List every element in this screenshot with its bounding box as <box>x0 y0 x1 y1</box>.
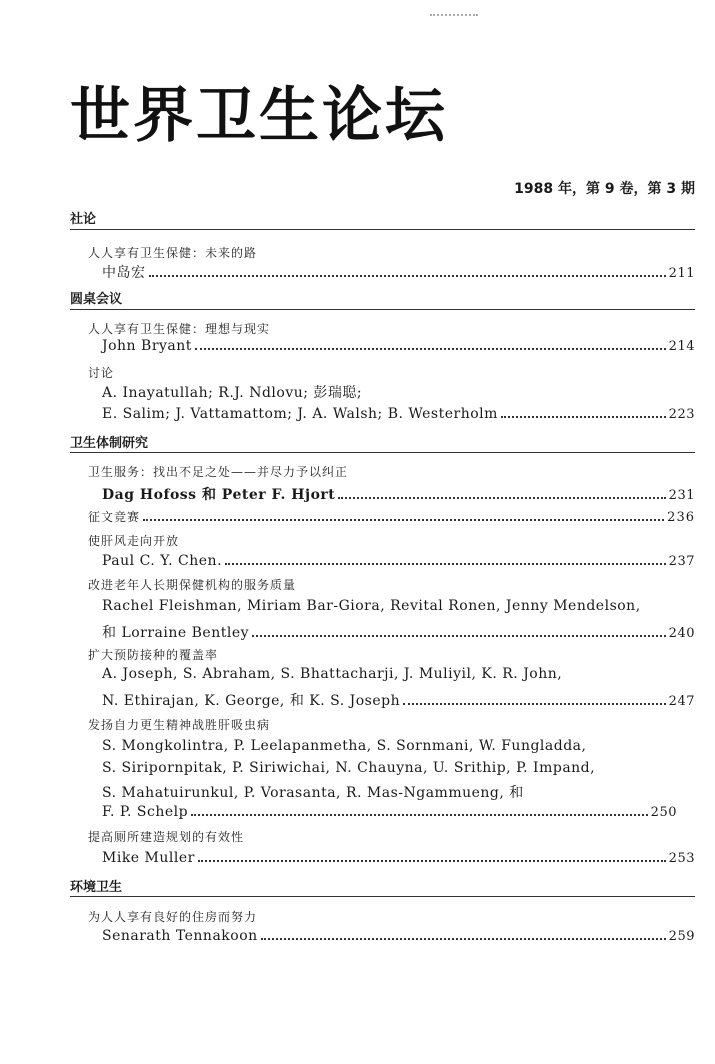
dot-leader <box>261 928 666 940</box>
article-author: Mike Muller <box>102 850 195 866</box>
article-author: John Bryant <box>102 338 192 354</box>
article-title: 扩大预防接种的覆盖率 <box>88 648 219 662</box>
dot-leader <box>501 406 666 418</box>
section-rule <box>70 309 695 310</box>
page-number: 240 <box>668 626 695 641</box>
dot-leader <box>195 338 666 350</box>
section-rule <box>70 896 695 897</box>
toc-entry[interactable] <box>102 484 695 504</box>
article-author: S. Mahatuirunkul, P. Vorasanta, R. Mas-Ngammueng, 和 <box>102 785 524 801</box>
toc-entry[interactable] <box>102 804 677 820</box>
article-title: 讨论 <box>88 366 115 380</box>
article-author: E. Salim; J. Vattamattom; J. A. Walsh; B. Westerholm <box>102 406 498 422</box>
page-number: 259 <box>668 929 695 944</box>
section-heading-round-table: 圆桌会议 <box>70 292 123 307</box>
section-rule <box>70 229 695 230</box>
dot-leader <box>338 487 665 499</box>
dot-leader <box>225 553 666 565</box>
page-number: 236 <box>667 510 695 525</box>
page-number: 214 <box>668 339 695 354</box>
article-title: 卫生服务：找出不足之处——并尽力予以纠正 <box>88 465 349 479</box>
page-number: 237 <box>668 554 695 569</box>
section-heading-environmental-health: 环境卫生 <box>70 880 123 895</box>
article-author: F. P. Schelp <box>102 804 189 820</box>
page-number: 253 <box>668 851 695 866</box>
article-author: A. Joseph, S. Abraham, S. Bhattacharji, J. Muliyil, K. R. John, <box>102 666 563 682</box>
article-author: Senarath Tennakoon <box>102 928 258 944</box>
article-title: 使肝风走向开放 <box>88 534 180 548</box>
section-heading-editorial: 社论 <box>70 212 97 227</box>
toc-entry[interactable] <box>102 406 695 422</box>
journal-title: 世界卫生论坛 <box>70 81 448 151</box>
toc-entry[interactable] <box>102 690 695 710</box>
article-title: 人人享有卫生保健：理想与现实 <box>88 322 271 336</box>
article-author: S. Mongkolintra, P. Leelapanmetha, S. Sornmani, W. Fungladda, <box>102 738 587 754</box>
toc-entry[interactable] <box>102 850 695 866</box>
article-author: A. Inayatullah; R.J. Ndlovu; 彭瑞聪; <box>102 385 363 401</box>
article-author: 中岛宏 <box>102 265 146 281</box>
page-number: 231 <box>668 488 695 503</box>
article-author: Dag Hofoss 和 Peter F. Hjort <box>102 487 336 503</box>
article-title: 为人人享有良好的住房而努力 <box>88 910 258 924</box>
article-author: 和 Lorraine Bentley <box>102 625 250 641</box>
page-number: 223 <box>668 407 695 422</box>
page-number: 247 <box>668 694 695 709</box>
toc-entry[interactable] <box>88 508 695 525</box>
toc-entry[interactable] <box>102 928 695 944</box>
article-author: Rachel Fleishman, Miriam Bar-Giora, Revital Ronen, Jenny Mendelson, <box>102 598 641 614</box>
section-heading-health-systems: 卫生体制研究 <box>70 436 149 451</box>
toc-entry[interactable] <box>102 553 695 569</box>
dot-leader <box>252 625 666 637</box>
issue-info: 1988 年，第 9 卷，第 3 期 <box>514 181 695 197</box>
toc-entry[interactable] <box>102 262 695 282</box>
article-title: 发扬自力更生精神战胜肝吸虫病 <box>88 718 271 732</box>
page-number: 250 <box>650 805 677 820</box>
article-title: 人人享有卫生保健：未来的路 <box>88 246 258 260</box>
article-author: S. Siripornpitak, P. Siriwichai, N. Chauyna, U. Srithip, P. Impand, <box>102 760 596 776</box>
toc-entry[interactable] <box>102 338 695 354</box>
article-title: 征文竞赛 <box>88 510 141 524</box>
page-number: 211 <box>668 266 695 281</box>
dot-leader <box>403 693 666 705</box>
scan-mark <box>430 14 478 16</box>
dot-leader <box>143 509 664 521</box>
article-author: Paul C. Y. Chen. <box>102 553 223 569</box>
section-rule <box>70 452 695 453</box>
article-author: N. Ethirajan, K. George, 和 K. S. Joseph <box>102 693 401 709</box>
article-title: 改进老年人长期保健机构的服务质量 <box>88 578 297 592</box>
article-title: 提高厕所建造规划的有效性 <box>88 830 245 844</box>
dot-leader <box>149 265 666 277</box>
toc-entry[interactable] <box>102 622 695 642</box>
dot-leader <box>198 850 666 862</box>
dot-leader <box>191 804 648 816</box>
